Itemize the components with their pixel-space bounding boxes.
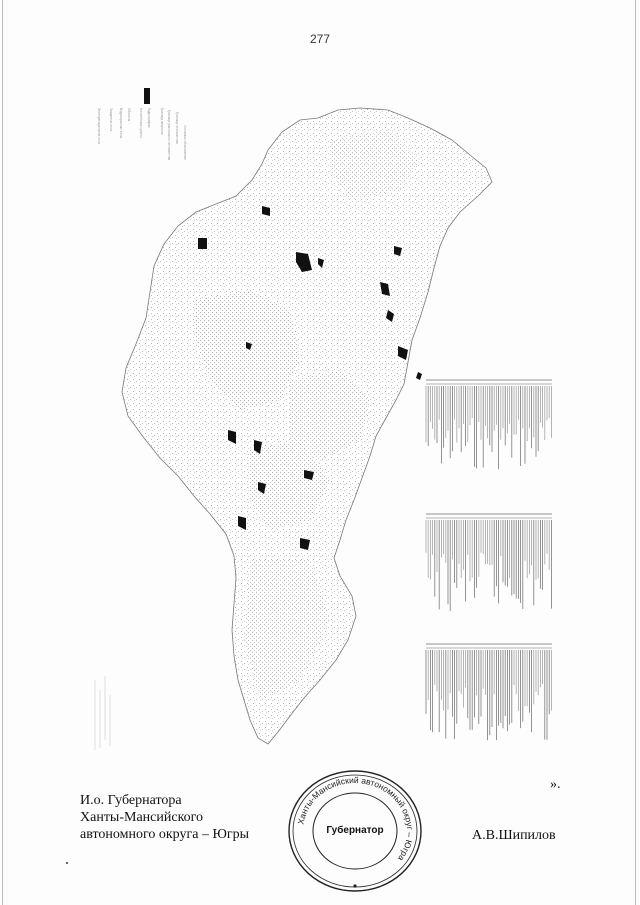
signatory-title-line: автономного округа – Югры xyxy=(80,827,249,842)
margin-dot xyxy=(66,862,68,864)
official-seal-icon xyxy=(286,768,424,894)
legend-item: Эксплуатационные леса xyxy=(97,108,101,145)
legend-item: Водоохранные зоны xyxy=(119,108,123,139)
table-block-3 xyxy=(426,644,552,648)
legend-item: Условные обозначения xyxy=(183,125,187,160)
signatory-title-line: Ханты-Мансийского xyxy=(80,810,204,825)
table-block-2 xyxy=(426,514,552,518)
legend-item: Граница лесничества xyxy=(175,112,179,144)
closing-quote-mark: ». xyxy=(550,777,561,792)
legend-item: Объекты xyxy=(127,108,131,122)
seal-ring-text: Ханты-Мансийский автономный округ – Югра xyxy=(295,774,416,864)
signatory-name: А.В.Шипилов xyxy=(472,828,556,843)
seal-center-text: Губернатор xyxy=(326,825,384,836)
table-block-1 xyxy=(426,380,552,384)
signatory-title xyxy=(80,792,249,843)
page-number: 277 xyxy=(309,32,331,46)
legend-item: Защитные леса xyxy=(109,108,113,132)
signatory-title-line: И.о. Губернатора xyxy=(80,793,182,808)
map-footnote xyxy=(95,676,110,750)
legend-swatch-icon xyxy=(144,88,150,104)
legend xyxy=(97,108,187,160)
legend-item: Граница участкового лесничества xyxy=(167,110,171,161)
legend-item: Граница квартала xyxy=(160,108,164,135)
legend-item: Гидрография xyxy=(147,108,151,128)
legend-item: Населённые пункты xyxy=(139,108,143,138)
